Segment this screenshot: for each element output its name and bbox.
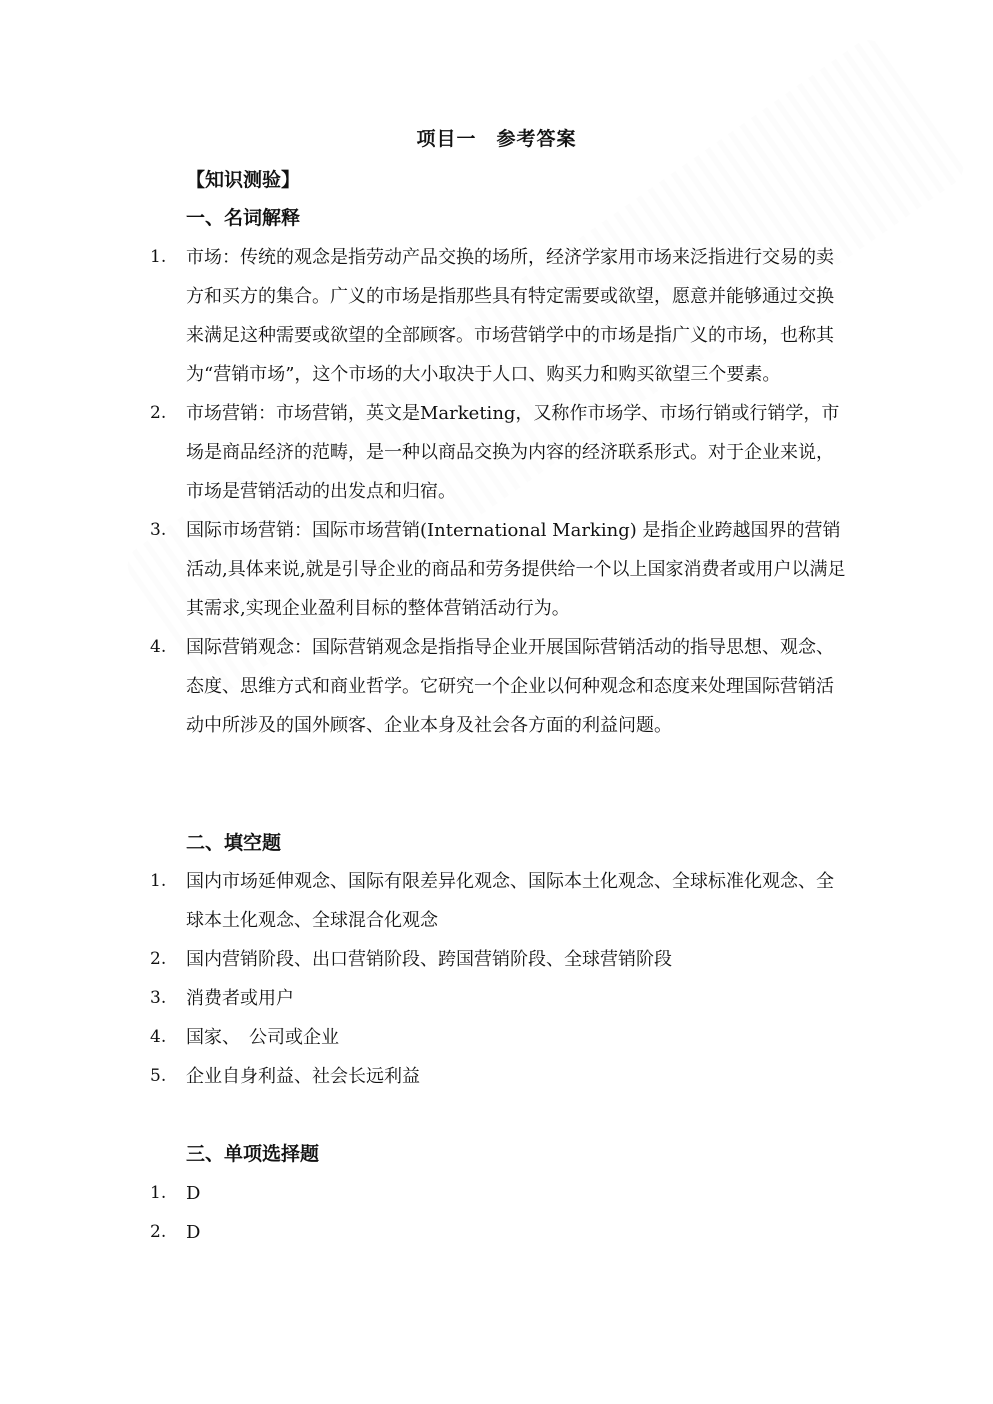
item-text: 国内营销阶段、出口营销阶段、跨国营销阶段、全球营销阶段 xyxy=(186,949,672,970)
list-item xyxy=(150,511,850,628)
item-number: 1. xyxy=(150,1183,167,1203)
item-text: 国内市场延伸观念、国际有限差异化观念、国际本土化观念、全球标准化观念、全球本土化观念、全球混合化观念 xyxy=(186,871,834,931)
section-3-list xyxy=(150,1174,850,1252)
item-number: 2. xyxy=(150,403,167,423)
item-number: 4. xyxy=(150,1027,167,1047)
list-item xyxy=(150,862,850,940)
section-knowledge-test: 【知识测验】 xyxy=(186,169,301,191)
item-number: 5. xyxy=(150,1066,167,1086)
list-item xyxy=(150,1018,850,1057)
list-item xyxy=(150,1057,850,1096)
section-1-list xyxy=(150,238,850,745)
list-item xyxy=(150,238,850,394)
list-item xyxy=(150,1174,850,1213)
page-title: 项目一 参考答案 xyxy=(416,128,577,150)
item-number: 1. xyxy=(150,247,167,267)
list-item xyxy=(150,1213,850,1252)
item-number: 1. xyxy=(150,871,167,891)
item-text: 国际市场营销：国际市场营销(International Marking) 是指企业跨越国界的营销活动,具体来说,就是引导企业的商品和劳务提供给一个以上国家消费者或用户以满足其需求,实现企业盈利目标的整体营销活动行为。 xyxy=(186,520,846,619)
item-text: 消费者或用户 xyxy=(186,988,294,1009)
item-text: 市场：传统的观念是指劳动产品交换的场所，经济学家用市场来泛指进行交易的卖方和买方的集合。广义的市场是指那些具有特定需要或欲望，愿意并能够通过交换来满足这种需要或欲望的全部顾客。市场营销学中的市场是指广义的市场，也称其为“营销市场”，这个市场的大小取决于人口、购买力和购买欲望三个要素。 xyxy=(186,247,834,385)
item-text: D xyxy=(186,1183,201,1204)
list-item xyxy=(150,394,850,511)
item-number: 2. xyxy=(150,1222,167,1242)
list-item xyxy=(150,940,850,979)
section-heading-3: 三、单项选择题 xyxy=(186,1143,320,1165)
item-number: 3. xyxy=(150,988,167,1008)
item-text: 国际营销观念：国际营销观念是指指导企业开展国际营销活动的指导思想、观念、态度、思维方式和商业哲学。它研究一个企业以何种观念和态度来处理国际营销活动中所涉及的国外顾客、企业本身及社会各方面的利益问题。 xyxy=(186,637,834,736)
item-number: 3. xyxy=(150,520,167,540)
item-number: 2. xyxy=(150,949,167,969)
item-text: 国家、 公司或企业 xyxy=(186,1027,339,1048)
item-text: 企业自身利益、社会长远利益 xyxy=(186,1066,420,1087)
list-item xyxy=(150,628,850,745)
section-heading-1: 一、名词解释 xyxy=(186,207,301,229)
item-number: 4. xyxy=(150,637,167,657)
item-text: D xyxy=(186,1222,201,1243)
section-2-list xyxy=(150,862,850,1096)
item-text: 市场营销：市场营销，英文是Marketing，又称作市场学、市场行销或行销学，市场是商品经济的范畴，是一种以商品交换为内容的经济联系形式。对于企业来说，市场是营销活动的出发点和归宿。 xyxy=(186,403,840,502)
section-heading-2: 二、填空题 xyxy=(186,832,282,854)
list-item xyxy=(150,979,850,1018)
